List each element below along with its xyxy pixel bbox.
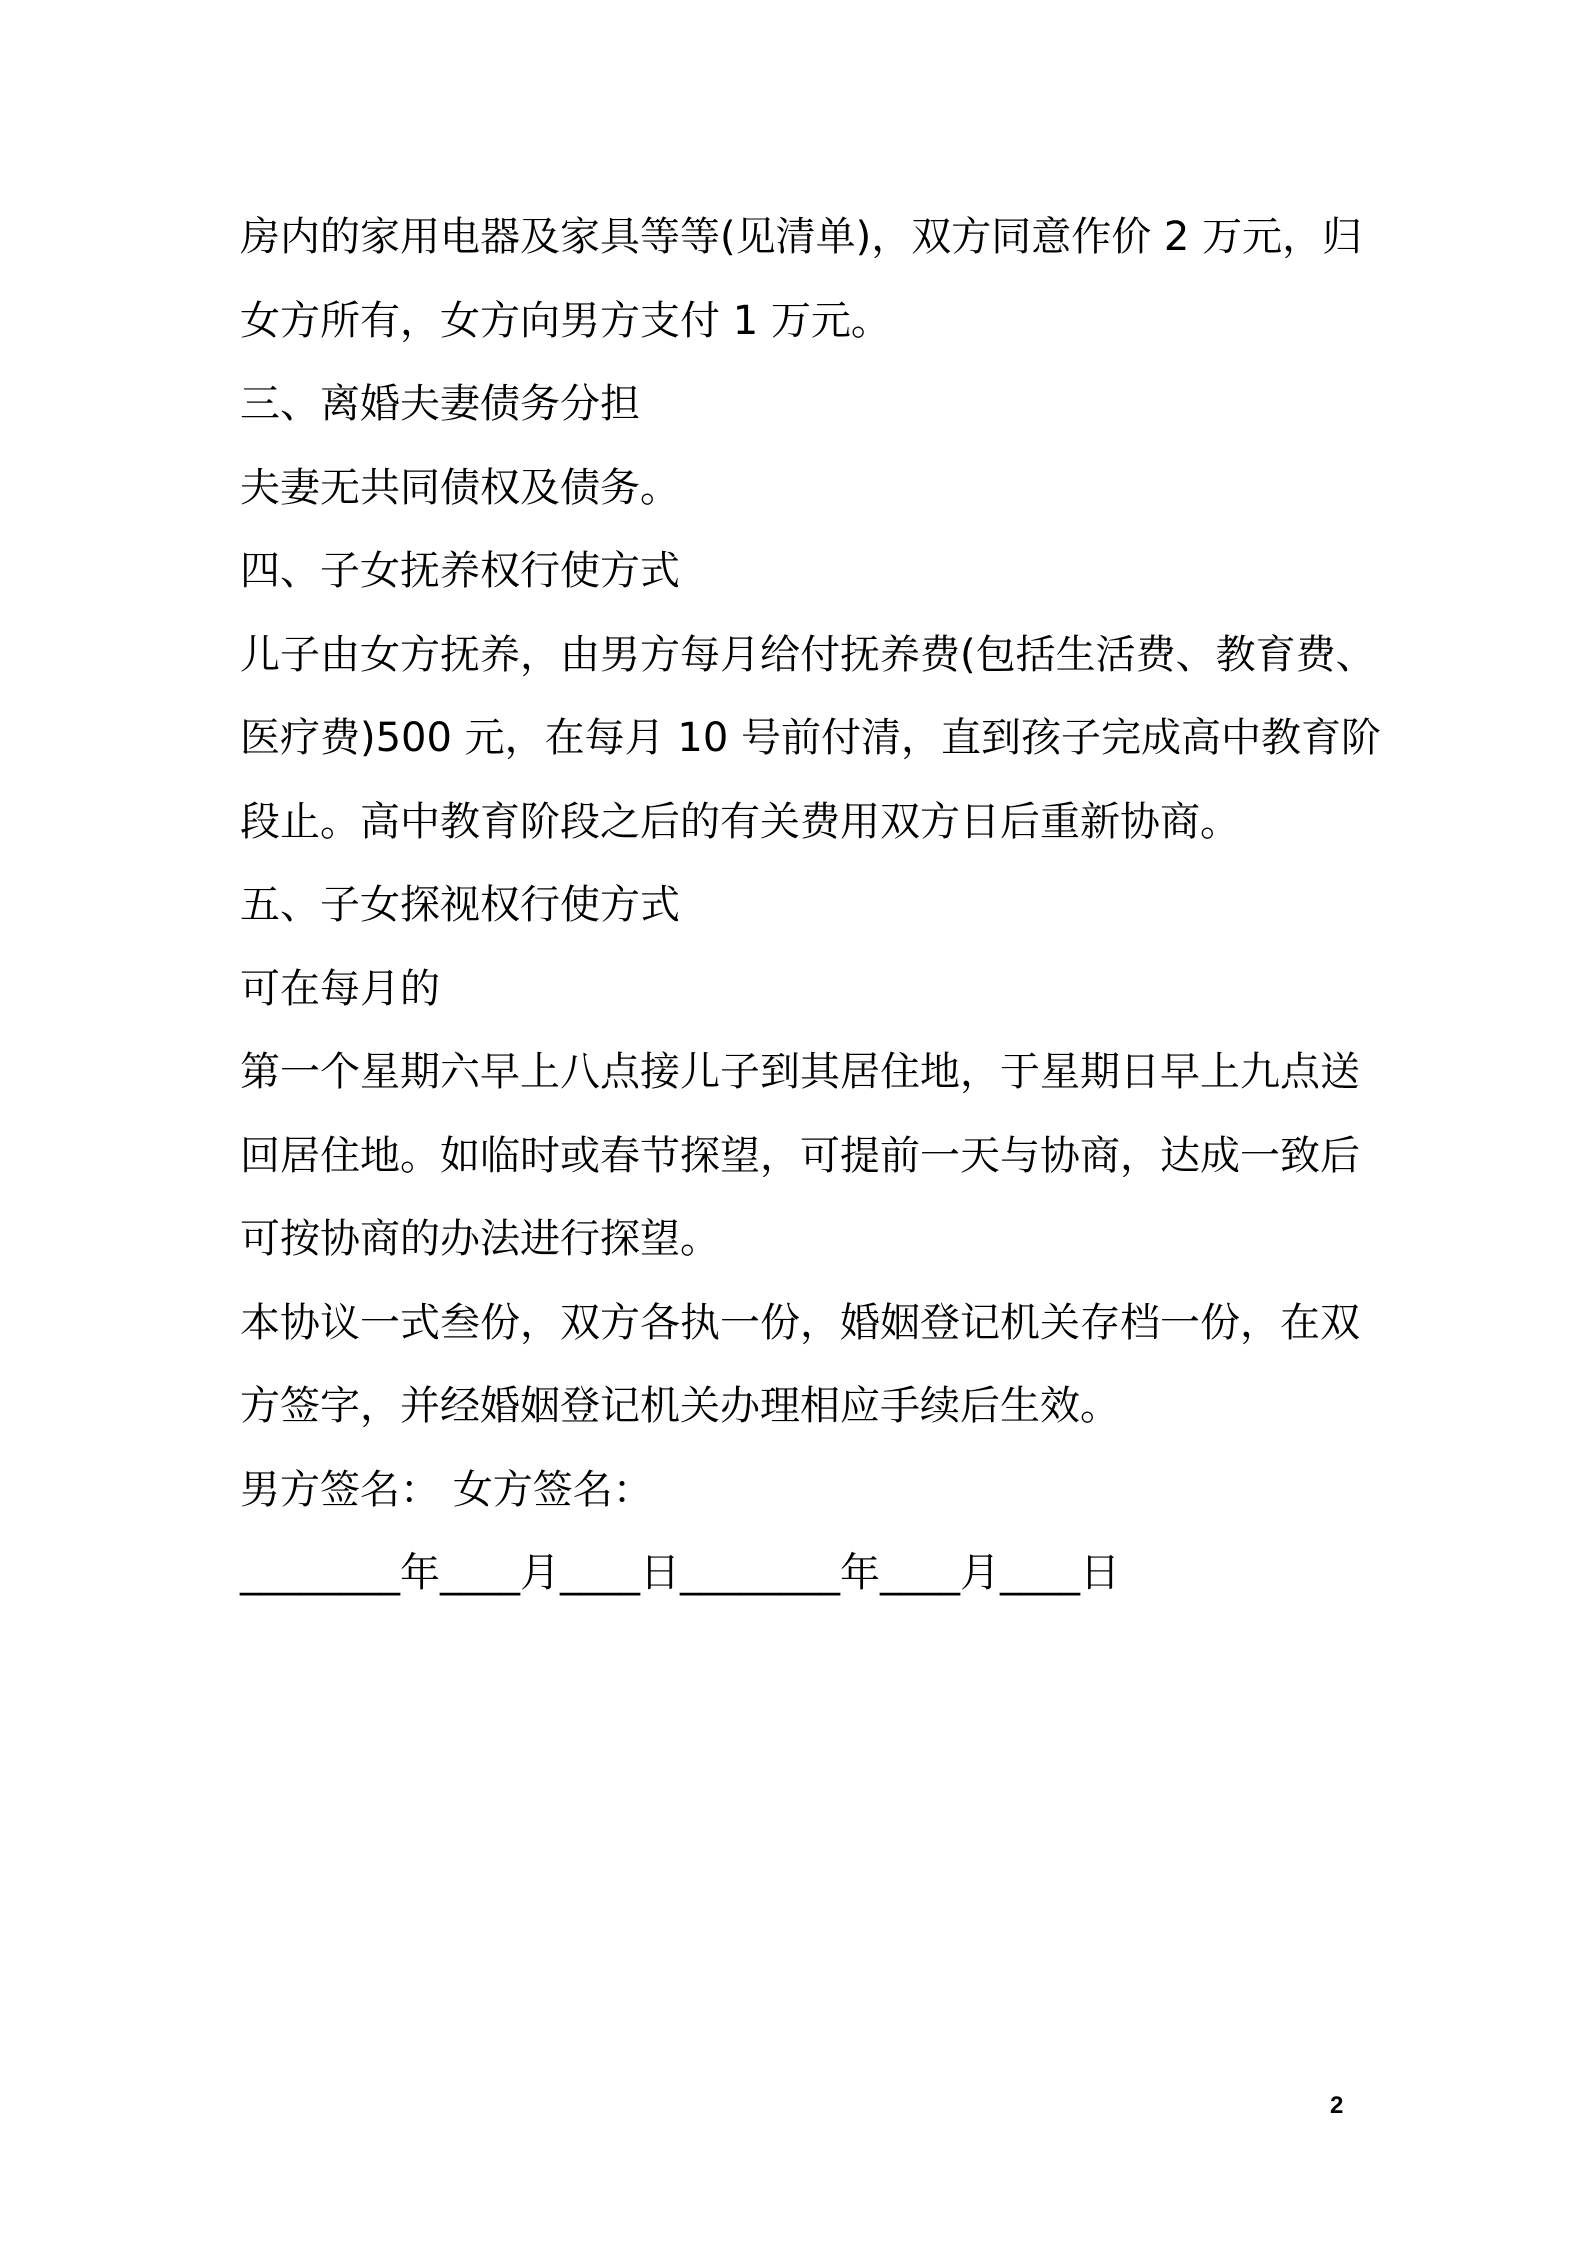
section-heading-visitation: 五、子女探视权行使方式 bbox=[240, 882, 680, 928]
paragraph-line-copies-1: 本协议一式叁份，双方各执一份，婚姻登记机关存档一份，在双 bbox=[240, 1299, 1360, 1346]
paragraph-line-visitation-2: 第一个星期六早上八点接儿子到其居住地，于星期日早上九点送 bbox=[240, 1049, 1360, 1095]
paragraph-line-copies-2: 方签字，并经婚姻登记机关办理相应手续后生效。 bbox=[240, 1383, 1120, 1429]
section-heading-debts: 三、离婚夫妻债务分担 bbox=[240, 381, 640, 427]
paragraph-line-custody-1: 儿子由女方抚养，由男方每月给付抚养费(包括生活费、教育费、 bbox=[240, 631, 1376, 678]
paragraph-line-debts: 夫妻无共同债权及债务。 bbox=[240, 464, 680, 511]
paragraph-line-custody-2: 医疗费)500 元，在每月 10 号前付清，直到孩子完成高中教育阶 bbox=[240, 715, 1381, 761]
paragraph-line-appliances: 房内的家用电器及家具等等(见清单)，双方同意作价 2 万元，归 bbox=[240, 214, 1363, 260]
document-body bbox=[240, 196, 1381, 1616]
paragraph-line-custody-3: 段止。高中教育阶段之后的有关费用双方日后重新协商。 bbox=[240, 798, 1240, 845]
signature-labels: 男方签名： 女方签名： bbox=[240, 1466, 653, 1513]
paragraph-line-visitation-3: 回居住地。如临时或春节探望，可提前一天与协商，达成一致后 bbox=[240, 1132, 1360, 1179]
paragraph-line-ownership: 女方所有，女方向男方支付 1 万元。 bbox=[240, 297, 891, 344]
signature-date-blanks: ________年____月____日________年____月____日 bbox=[240, 1550, 1120, 1596]
paragraph-line-visitation-1: 可在每月的 bbox=[240, 965, 440, 1012]
section-heading-custody: 四、子女抚养权行使方式 bbox=[240, 548, 680, 594]
paragraph-line-visitation-4: 可按协商的办法进行探望。 bbox=[240, 1216, 720, 1262]
page-number: 2 bbox=[1330, 2092, 1344, 2119]
